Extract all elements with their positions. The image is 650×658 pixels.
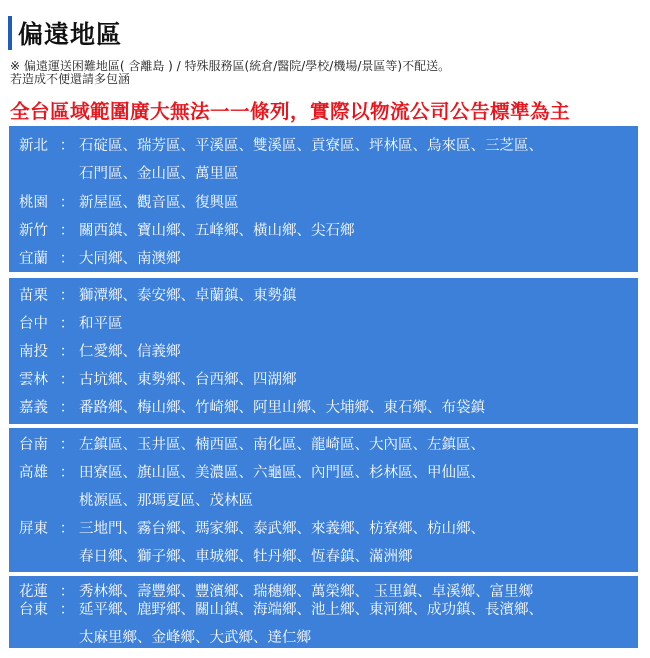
region-row-hsinchu [19, 219, 355, 240]
region-colon: ： [59, 400, 75, 416]
region-colon: ： [59, 521, 75, 537]
region-towns: 延平鄉、鹿野鄉、關山鎮、海端鄉、池上鄉、東河鄉、成功鎮、長濱鄉、 [79, 602, 543, 618]
region-colon: ： [59, 372, 75, 388]
region-towns: 左鎮區、玉井區、楠西區、南化區、龍崎區、大內區、左鎮區、 [79, 437, 485, 453]
region-name: 宜蘭 [19, 251, 48, 267]
region-colon: ： [59, 223, 75, 239]
region-name: 台東 [19, 602, 48, 618]
region-towns-continued: 石門區、金山區、萬里區 [79, 166, 239, 182]
region-row-taitung [19, 598, 543, 619]
region-name: 高雄 [19, 465, 48, 481]
region-colon: ： [59, 195, 75, 211]
region-colon: ： [59, 584, 75, 600]
region-towns: 石碇區、瑞芳區、平溪區、雙溪區、貢寮區、坪林區、烏來區、三芝區、 [79, 138, 543, 154]
region-towns: 秀林鄉、壽豐鄉、豐濱鄉、瑞穗鄉、萬榮鄉、 玉里鎮、卓溪鄉、富里鄉 [79, 584, 534, 600]
region-panel-central [9, 278, 638, 424]
note-line-2: 若造成不便還請多包涵 [10, 72, 131, 86]
page-title: 偏遠地區 [18, 20, 123, 49]
region-towns: 關西鎮、寶山鄉、五峰鄉、橫山鄉、尖石鄉 [79, 223, 355, 239]
region-towns: 獅潭鄉、泰安鄉、卓蘭鎮、東勢鎮 [79, 288, 297, 304]
region-towns: 古坑鄉、東勢鄉、台西鄉、四湖鄉 [79, 372, 297, 388]
region-colon: ： [59, 251, 75, 267]
region-row-pingtung [19, 517, 485, 538]
region-colon: ： [59, 316, 75, 332]
region-row-taoyuan [19, 191, 239, 212]
region-panel-east [9, 576, 638, 648]
coverage-headline: 全台區域範圍廣大無法一一條列，實際以物流公司公告標準為主 [10, 100, 571, 123]
region-towns: 大同鄉、南澳鄉 [79, 251, 181, 267]
region-row-chiayi [19, 396, 485, 417]
region-towns-continued: 太麻里鄉、金峰鄉、大武鄉、達仁鄉 [79, 630, 311, 646]
region-row-xinbei [19, 134, 543, 155]
region-name: 嘉義 [19, 400, 48, 416]
region-row-yilan [19, 247, 181, 268]
region-name: 桃園 [19, 195, 48, 211]
region-row-nantou [19, 340, 181, 361]
delivery-note [10, 60, 450, 86]
note-line-1: ※ 偏遠運送困難地區( 含離島 ) / 特殊服務區(統倉/醫院/學校/機場/景區等)不配送。 [10, 59, 451, 73]
region-name: 雲林 [19, 372, 48, 388]
region-towns: 和平區 [79, 316, 123, 332]
region-panel-north [9, 126, 638, 272]
region-row-miaoli [19, 284, 297, 305]
region-colon: ： [59, 288, 75, 304]
region-colon: ： [59, 138, 75, 154]
region-colon: ： [59, 602, 75, 618]
region-row-taichung [19, 312, 123, 333]
region-towns: 三地門、霧台鄉、瑪家鄉、泰武鄉、來義鄉、枋寮鄉、枋山鄉、 [79, 521, 485, 537]
region-towns-continued: 桃源區、那瑪夏區、茂林區 [79, 493, 253, 509]
region-name: 台中 [19, 316, 48, 332]
region-name: 苗栗 [19, 288, 48, 304]
title-accent-bar [8, 16, 12, 50]
region-colon: ： [59, 465, 75, 481]
region-name: 屏東 [19, 521, 48, 537]
region-name: 新竹 [19, 223, 48, 239]
region-panel-south [9, 428, 638, 572]
region-row-tainan [19, 433, 485, 454]
region-towns: 番路鄉、梅山鄉、竹崎鄉、阿里山鄉、大埔鄉、東石鄉、布袋鎮 [79, 400, 485, 416]
region-name: 花蓮 [19, 584, 48, 600]
region-towns: 仁愛鄉、信義鄉 [79, 344, 181, 360]
region-row-yunlin [19, 368, 297, 389]
section-header [8, 14, 122, 52]
region-row-kaohsiung [19, 461, 485, 482]
region-towns-continued: 春日鄉、獅子鄉、車城鄉、牡丹鄉、恆春鎮、滿洲鄉 [79, 549, 413, 565]
region-name: 新北 [19, 138, 48, 154]
region-name: 南投 [19, 344, 48, 360]
region-towns: 田寮區、旗山區、美濃區、六龜區、內門區、杉林區、甲仙區、 [79, 465, 485, 481]
region-colon: ： [59, 437, 75, 453]
region-colon: ： [59, 344, 75, 360]
region-towns: 新屋區、觀音區、復興區 [79, 195, 239, 211]
region-name: 台南 [19, 437, 48, 453]
